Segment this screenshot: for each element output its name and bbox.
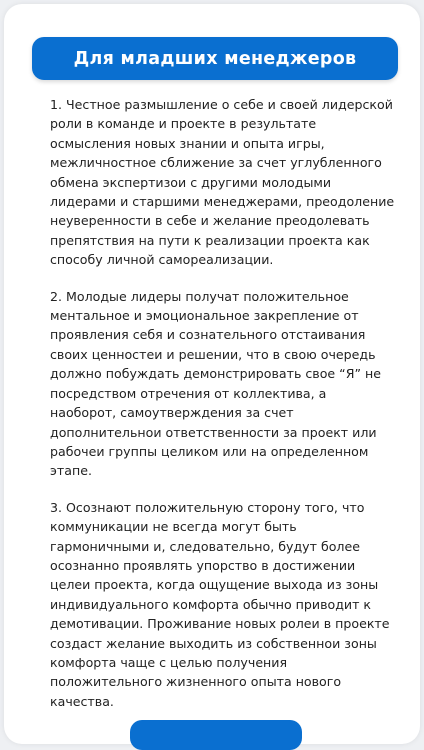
paragraph-3: 3. Осознают положительную сторону того, что коммуникации не всегда могут быть гармоничными и, следовательно, будут более осознанно проявлять упорство в достижении целеи проекта, когда ощущение выхода из зоны индивидуального комфорта обычно приводит к демотивации. Проживание новых ролеи в проекте создаст желание выходить из собственнои зоны комфорта чаще с целью получения положительного жизненного опыта нового качества. (50, 499, 390, 709)
section-title-button[interactable]: Для младших менеджеров (32, 37, 398, 80)
content-card (4, 4, 420, 744)
next-section-button[interactable] (130, 720, 302, 750)
paragraph-1: 1. Честное размышление о себе и своей лидерской роли в команде и проекте в результате осмысления новых знании и опыта игры, межличностное сближение за счет углубленного обмена экспертизои с другими молодыми лидерами и старшими менеджерами, преодоление неуверенности в себе и желание преодолевать препятствия на пути к реализации проекта как способу личной самореализации. (50, 97, 395, 268)
paragraph-2: 2. Молодые лидеры получат положительное ментальное и эмоциональное закрепление от проявления себя и сознательного отстаивания своих ценностеи и решении, что в свою очередь должно побуждать демонстрировать свое “Я” не посредством отречения от коллектива, а наоборот, самоутверждения за счет дополнительнои ответственности за проект или рабочеи группы целиком или на определенном этапе. (50, 288, 381, 479)
outcomes-text (50, 95, 396, 728)
